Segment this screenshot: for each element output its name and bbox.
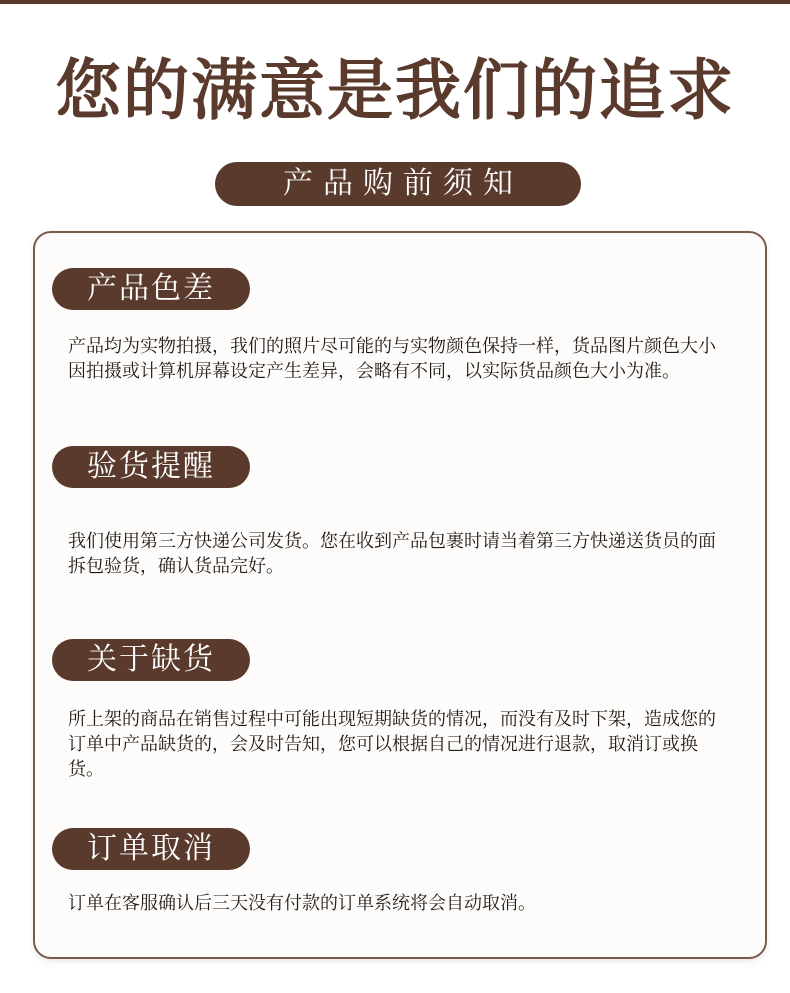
section-body-inspection-reminder: 我们使用第三方快递公司发货。您在收到产品包裹时请当着第三方快递送货员的面拆包验货，确认货品完好。 (68, 531, 716, 577)
section-heading-color-difference: 产品色差 (52, 268, 250, 310)
section-body-order-cancellation: 订单在客服确认后三天没有付款的订单系统将会自动取消。 (68, 893, 536, 914)
section-heading-order-cancellation: 订单取消 (52, 828, 250, 870)
section-body-out-of-stock: 所上架的商品在销售过程中可能出现短期缺货的情况，而没有及时下架，造成您的订单中产品缺货的，会及时告知，您可以根据自己的情况进行退款，取消订或换货。 (68, 709, 716, 780)
top-divider (0, 0, 790, 4)
section-body-color-difference: 产品均为实物拍摄，我们的照片尽可能的与实物颜色保持一样，货品图片颜色大小因拍摄或计算机屏幕设定产生差异，会略有不同，以实际货品颜色大小为准。 (68, 336, 716, 382)
page-title: 您的满意是我们的追求 (55, 51, 735, 129)
section-heading-out-of-stock: 关于缺货 (52, 639, 250, 681)
section-heading-inspection-reminder: 验货提醒 (52, 446, 250, 488)
subtitle-banner: 产品购前须知 (215, 162, 581, 206)
